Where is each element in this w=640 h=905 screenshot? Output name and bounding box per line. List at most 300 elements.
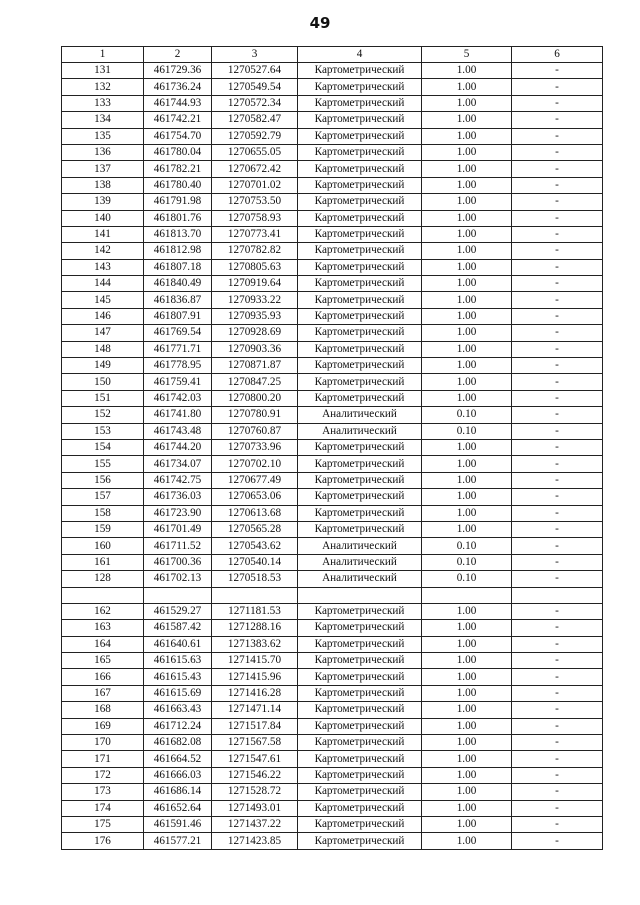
method-cell: Картометрический <box>298 439 422 455</box>
method-cell: Картометрический <box>298 358 422 374</box>
note-cell: - <box>512 144 603 160</box>
note-cell: - <box>512 292 603 308</box>
point-number-cell: 146 <box>62 308 144 324</box>
method-cell: Картометрический <box>298 177 422 193</box>
table-row <box>62 226 603 242</box>
method-cell: Картометрический <box>298 161 422 177</box>
table-row <box>62 685 603 701</box>
note-cell: - <box>512 538 603 554</box>
y-coordinate-cell: 1270805.63 <box>212 259 298 275</box>
point-number-cell: 157 <box>62 489 144 505</box>
point-number-cell: 134 <box>62 112 144 128</box>
method-cell: Картометрический <box>298 194 422 210</box>
method-cell: Картометрический <box>298 79 422 95</box>
table-row <box>62 390 603 406</box>
x-coordinate-cell: 461836.87 <box>144 292 212 308</box>
method-cell: Картометрический <box>298 767 422 783</box>
point-number-cell: 171 <box>62 751 144 767</box>
y-coordinate-cell: 1270540.14 <box>212 554 298 570</box>
y-coordinate-cell: 1271546.22 <box>212 767 298 783</box>
accuracy-cell: 1.00 <box>422 521 512 537</box>
y-coordinate-cell: 1271517.84 <box>212 718 298 734</box>
y-coordinate-cell: 1271528.72 <box>212 784 298 800</box>
table-row <box>62 177 603 193</box>
note-cell: - <box>512 259 603 275</box>
note-cell: - <box>512 800 603 816</box>
point-number-cell: 147 <box>62 325 144 341</box>
accuracy-cell: 1.00 <box>422 374 512 390</box>
y-coordinate-cell: 1270903.36 <box>212 341 298 357</box>
page-number: 49 <box>309 14 331 32</box>
table-header-row <box>62 47 603 63</box>
y-coordinate-cell: 1271288.16 <box>212 620 298 636</box>
method-cell: Картометрический <box>298 226 422 242</box>
y-coordinate-cell <box>212 587 298 603</box>
accuracy-cell: 1.00 <box>422 489 512 505</box>
y-coordinate-cell: 1270672.42 <box>212 161 298 177</box>
table-row <box>62 669 603 685</box>
note-cell: - <box>512 95 603 111</box>
x-coordinate-cell: 461759.41 <box>144 374 212 390</box>
accuracy-cell: 1.00 <box>422 833 512 849</box>
method-cell: Картометрический <box>298 128 422 144</box>
method-cell: Картометрический <box>298 636 422 652</box>
y-coordinate-cell: 1271471.14 <box>212 702 298 718</box>
point-number-cell: 136 <box>62 144 144 160</box>
point-number-cell: 150 <box>62 374 144 390</box>
y-coordinate-cell: 1270935.93 <box>212 308 298 324</box>
method-cell: Картометрический <box>298 292 422 308</box>
accuracy-cell: 0.10 <box>422 554 512 570</box>
table-row <box>62 554 603 570</box>
x-coordinate-cell: 461615.69 <box>144 685 212 701</box>
y-coordinate-cell: 1270733.96 <box>212 439 298 455</box>
point-number-cell: 143 <box>62 259 144 275</box>
point-number-cell: 137 <box>62 161 144 177</box>
x-coordinate-cell: 461664.52 <box>144 751 212 767</box>
point-number-cell: 135 <box>62 128 144 144</box>
method-cell: Картометрический <box>298 718 422 734</box>
method-cell: Картометрический <box>298 784 422 800</box>
x-coordinate-cell: 461712.24 <box>144 718 212 734</box>
y-coordinate-cell: 1270780.91 <box>212 407 298 423</box>
note-cell: - <box>512 472 603 488</box>
x-coordinate-cell: 461801.76 <box>144 210 212 226</box>
method-cell: Картометрический <box>298 456 422 472</box>
y-coordinate-cell: 1270847.25 <box>212 374 298 390</box>
x-coordinate-cell: 461780.04 <box>144 144 212 160</box>
table-body <box>62 63 603 850</box>
accuracy-cell: 1.00 <box>422 308 512 324</box>
point-number-cell: 131 <box>62 63 144 79</box>
y-coordinate-cell: 1271415.70 <box>212 653 298 669</box>
table-row <box>62 144 603 160</box>
point-number-cell: 140 <box>62 210 144 226</box>
x-coordinate-cell: 461741.80 <box>144 407 212 423</box>
point-number-cell: 159 <box>62 521 144 537</box>
table-row <box>62 489 603 505</box>
note-cell: - <box>512 63 603 79</box>
y-coordinate-cell: 1270653.06 <box>212 489 298 505</box>
y-coordinate-cell: 1270677.49 <box>212 472 298 488</box>
method-cell: Картометрический <box>298 144 422 160</box>
accuracy-cell: 1.00 <box>422 718 512 734</box>
x-coordinate-cell: 461640.61 <box>144 636 212 652</box>
table-row <box>62 587 603 603</box>
point-number-cell: 144 <box>62 276 144 292</box>
x-coordinate-cell: 461782.21 <box>144 161 212 177</box>
note-cell: - <box>512 374 603 390</box>
method-cell: Картометрический <box>298 603 422 619</box>
y-coordinate-cell: 1270655.05 <box>212 144 298 160</box>
y-coordinate-cell: 1270919.64 <box>212 276 298 292</box>
accuracy-cell: 1.00 <box>422 243 512 259</box>
x-coordinate-cell <box>144 587 212 603</box>
y-coordinate-cell: 1271493.01 <box>212 800 298 816</box>
accuracy-cell: 1.00 <box>422 505 512 521</box>
point-number-cell: 161 <box>62 554 144 570</box>
x-coordinate-cell: 461729.36 <box>144 63 212 79</box>
note-cell: - <box>512 308 603 324</box>
note-cell: - <box>512 439 603 455</box>
x-coordinate-cell: 461702.13 <box>144 571 212 587</box>
x-coordinate-cell: 461529.27 <box>144 603 212 619</box>
note-cell: - <box>512 735 603 751</box>
note-cell: - <box>512 177 603 193</box>
table-row <box>62 341 603 357</box>
note-cell: - <box>512 128 603 144</box>
note-cell: - <box>512 751 603 767</box>
accuracy-cell: 1.00 <box>422 292 512 308</box>
note-cell: - <box>512 407 603 423</box>
note-cell: - <box>512 521 603 537</box>
x-coordinate-cell: 461743.48 <box>144 423 212 439</box>
table-row <box>62 816 603 832</box>
x-coordinate-cell: 461744.20 <box>144 439 212 455</box>
x-coordinate-cell: 461663.43 <box>144 702 212 718</box>
accuracy-cell: 1.00 <box>422 439 512 455</box>
method-cell: Картометрический <box>298 112 422 128</box>
method-cell: Картометрический <box>298 243 422 259</box>
accuracy-cell: 1.00 <box>422 177 512 193</box>
x-coordinate-cell: 461711.52 <box>144 538 212 554</box>
method-cell: Аналитический <box>298 571 422 587</box>
method-cell: Картометрический <box>298 308 422 324</box>
accuracy-cell <box>422 587 512 603</box>
x-coordinate-cell: 461615.43 <box>144 669 212 685</box>
y-coordinate-cell: 1270549.54 <box>212 79 298 95</box>
x-coordinate-cell: 461813.70 <box>144 226 212 242</box>
table-row <box>62 833 603 849</box>
point-number-cell: 169 <box>62 718 144 734</box>
table-row <box>62 243 603 259</box>
point-number-cell: 163 <box>62 620 144 636</box>
note-cell: - <box>512 390 603 406</box>
accuracy-cell: 1.00 <box>422 325 512 341</box>
table-row <box>62 718 603 734</box>
x-coordinate-cell: 461807.91 <box>144 308 212 324</box>
point-number-cell: 170 <box>62 735 144 751</box>
method-cell: Картометрический <box>298 833 422 849</box>
note-cell: - <box>512 571 603 587</box>
accuracy-cell: 0.10 <box>422 423 512 439</box>
x-coordinate-cell: 461736.24 <box>144 79 212 95</box>
point-number-cell: 174 <box>62 800 144 816</box>
table-row <box>62 194 603 210</box>
x-coordinate-cell: 461742.03 <box>144 390 212 406</box>
note-cell: - <box>512 603 603 619</box>
x-coordinate-cell: 461723.90 <box>144 505 212 521</box>
note-cell: - <box>512 653 603 669</box>
note-cell: - <box>512 505 603 521</box>
y-coordinate-cell: 1270701.02 <box>212 177 298 193</box>
y-coordinate-cell: 1270773.41 <box>212 226 298 242</box>
note-cell: - <box>512 636 603 652</box>
y-coordinate-cell: 1271383.62 <box>212 636 298 652</box>
table-row <box>62 505 603 521</box>
y-coordinate-cell: 1270928.69 <box>212 325 298 341</box>
accuracy-cell: 1.00 <box>422 358 512 374</box>
x-coordinate-cell: 461652.64 <box>144 800 212 816</box>
method-cell: Картометрический <box>298 685 422 701</box>
table-row <box>62 735 603 751</box>
table-row <box>62 292 603 308</box>
y-coordinate-cell: 1270702.10 <box>212 456 298 472</box>
coordinates-table <box>61 46 603 850</box>
method-cell: Картометрический <box>298 259 422 275</box>
note-cell: - <box>512 194 603 210</box>
x-coordinate-cell: 461742.21 <box>144 112 212 128</box>
point-number-cell: 154 <box>62 439 144 455</box>
method-cell: Картометрический <box>298 800 422 816</box>
note-cell: - <box>512 423 603 439</box>
column-header-3: 3 <box>212 47 298 63</box>
accuracy-cell: 1.00 <box>422 161 512 177</box>
accuracy-cell: 1.00 <box>422 128 512 144</box>
table-row <box>62 620 603 636</box>
note-cell: - <box>512 702 603 718</box>
y-coordinate-cell: 1271181.53 <box>212 603 298 619</box>
y-coordinate-cell: 1270933.22 <box>212 292 298 308</box>
method-cell: Картометрический <box>298 620 422 636</box>
note-cell: - <box>512 554 603 570</box>
accuracy-cell: 0.10 <box>422 571 512 587</box>
column-header-6: 6 <box>512 47 603 63</box>
note-cell: - <box>512 325 603 341</box>
accuracy-cell: 1.00 <box>422 341 512 357</box>
method-cell: Картометрический <box>298 751 422 767</box>
method-cell: Картометрический <box>298 276 422 292</box>
point-number-cell: 145 <box>62 292 144 308</box>
y-coordinate-cell: 1271415.96 <box>212 669 298 685</box>
x-coordinate-cell: 461682.08 <box>144 735 212 751</box>
table-row <box>62 423 603 439</box>
table-row <box>62 407 603 423</box>
accuracy-cell: 1.00 <box>422 226 512 242</box>
point-number-cell: 167 <box>62 685 144 701</box>
accuracy-cell: 1.00 <box>422 63 512 79</box>
table-row <box>62 358 603 374</box>
method-cell: Картометрический <box>298 653 422 669</box>
column-header-4: 4 <box>298 47 422 63</box>
accuracy-cell: 1.00 <box>422 390 512 406</box>
accuracy-cell: 1.00 <box>422 735 512 751</box>
note-cell: - <box>512 276 603 292</box>
table-row <box>62 653 603 669</box>
x-coordinate-cell: 461742.75 <box>144 472 212 488</box>
x-coordinate-cell: 461615.63 <box>144 653 212 669</box>
table-row <box>62 538 603 554</box>
x-coordinate-cell: 461778.95 <box>144 358 212 374</box>
accuracy-cell: 1.00 <box>422 800 512 816</box>
table-row <box>62 79 603 95</box>
note-cell: - <box>512 816 603 832</box>
point-number-cell: 152 <box>62 407 144 423</box>
method-cell: Картометрический <box>298 374 422 390</box>
x-coordinate-cell: 461577.21 <box>144 833 212 849</box>
x-coordinate-cell: 461769.54 <box>144 325 212 341</box>
note-cell: - <box>512 833 603 849</box>
y-coordinate-cell: 1270582.47 <box>212 112 298 128</box>
accuracy-cell: 1.00 <box>422 816 512 832</box>
table-row <box>62 751 603 767</box>
method-cell: Картометрический <box>298 210 422 226</box>
method-cell: Картометрический <box>298 702 422 718</box>
x-coordinate-cell: 461686.14 <box>144 784 212 800</box>
accuracy-cell: 1.00 <box>422 636 512 652</box>
accuracy-cell: 1.00 <box>422 259 512 275</box>
table-row <box>62 210 603 226</box>
note-cell: - <box>512 620 603 636</box>
x-coordinate-cell: 461812.98 <box>144 243 212 259</box>
note-cell: - <box>512 767 603 783</box>
table-row <box>62 472 603 488</box>
x-coordinate-cell: 461666.03 <box>144 767 212 783</box>
column-header-1: 1 <box>62 47 144 63</box>
note-cell: - <box>512 79 603 95</box>
x-coordinate-cell: 461587.42 <box>144 620 212 636</box>
y-coordinate-cell: 1270782.82 <box>212 243 298 259</box>
y-coordinate-cell: 1271416.28 <box>212 685 298 701</box>
table-row <box>62 63 603 79</box>
method-cell: Картометрический <box>298 341 422 357</box>
y-coordinate-cell: 1270543.62 <box>212 538 298 554</box>
accuracy-cell: 1.00 <box>422 194 512 210</box>
point-number-cell: 133 <box>62 95 144 111</box>
note-cell: - <box>512 226 603 242</box>
note-cell: - <box>512 489 603 505</box>
x-coordinate-cell: 461771.71 <box>144 341 212 357</box>
point-number-cell: 155 <box>62 456 144 472</box>
point-number-cell: 162 <box>62 603 144 619</box>
accuracy-cell: 1.00 <box>422 79 512 95</box>
y-coordinate-cell: 1271567.58 <box>212 735 298 751</box>
point-number-cell: 168 <box>62 702 144 718</box>
accuracy-cell: 1.00 <box>422 669 512 685</box>
point-number-cell: 164 <box>62 636 144 652</box>
x-coordinate-cell: 461780.40 <box>144 177 212 193</box>
point-number-cell: 173 <box>62 784 144 800</box>
point-number-cell: 142 <box>62 243 144 259</box>
table-row <box>62 636 603 652</box>
x-coordinate-cell: 461701.49 <box>144 521 212 537</box>
accuracy-cell: 1.00 <box>422 603 512 619</box>
x-coordinate-cell: 461754.70 <box>144 128 212 144</box>
accuracy-cell: 1.00 <box>422 456 512 472</box>
note-cell: - <box>512 210 603 226</box>
y-coordinate-cell: 1270800.20 <box>212 390 298 406</box>
accuracy-cell: 1.00 <box>422 751 512 767</box>
x-coordinate-cell: 461791.98 <box>144 194 212 210</box>
y-coordinate-cell: 1270760.87 <box>212 423 298 439</box>
point-number-cell: 138 <box>62 177 144 193</box>
point-number-cell: 160 <box>62 538 144 554</box>
y-coordinate-cell: 1271547.61 <box>212 751 298 767</box>
method-cell: Картометрический <box>298 816 422 832</box>
accuracy-cell: 1.00 <box>422 784 512 800</box>
y-coordinate-cell: 1270871.87 <box>212 358 298 374</box>
x-coordinate-cell: 461591.46 <box>144 816 212 832</box>
method-cell: Аналитический <box>298 407 422 423</box>
note-cell: - <box>512 341 603 357</box>
method-cell: Картометрический <box>298 472 422 488</box>
method-cell: Картометрический <box>298 505 422 521</box>
point-number-cell: 141 <box>62 226 144 242</box>
accuracy-cell: 1.00 <box>422 210 512 226</box>
accuracy-cell: 0.10 <box>422 407 512 423</box>
table-row <box>62 456 603 472</box>
point-number-cell: 139 <box>62 194 144 210</box>
note-cell: - <box>512 358 603 374</box>
point-number-cell: 172 <box>62 767 144 783</box>
table-row <box>62 161 603 177</box>
column-header-5: 5 <box>422 47 512 63</box>
table-row <box>62 439 603 455</box>
note-cell: - <box>512 669 603 685</box>
y-coordinate-cell: 1270613.68 <box>212 505 298 521</box>
method-cell: Картометрический <box>298 325 422 341</box>
y-coordinate-cell: 1270518.53 <box>212 571 298 587</box>
method-cell: Картометрический <box>298 489 422 505</box>
method-cell: Картометрический <box>298 390 422 406</box>
note-cell: - <box>512 161 603 177</box>
point-number-cell: 132 <box>62 79 144 95</box>
note-cell: - <box>512 112 603 128</box>
table-row <box>62 112 603 128</box>
y-coordinate-cell: 1270753.50 <box>212 194 298 210</box>
table-row <box>62 95 603 111</box>
accuracy-cell: 1.00 <box>422 653 512 669</box>
x-coordinate-cell: 461840.49 <box>144 276 212 292</box>
accuracy-cell: 1.00 <box>422 144 512 160</box>
point-number-cell: 156 <box>62 472 144 488</box>
method-cell: Аналитический <box>298 538 422 554</box>
point-number-cell: 165 <box>62 653 144 669</box>
table-row <box>62 800 603 816</box>
table-row <box>62 308 603 324</box>
table-row <box>62 767 603 783</box>
x-coordinate-cell: 461744.93 <box>144 95 212 111</box>
point-number-cell <box>62 587 144 603</box>
table-row <box>62 784 603 800</box>
method-cell: Картометрический <box>298 735 422 751</box>
method-cell: Картометрический <box>298 669 422 685</box>
table-row <box>62 128 603 144</box>
accuracy-cell: 1.00 <box>422 472 512 488</box>
x-coordinate-cell: 461734.07 <box>144 456 212 472</box>
note-cell: - <box>512 243 603 259</box>
table-row <box>62 702 603 718</box>
